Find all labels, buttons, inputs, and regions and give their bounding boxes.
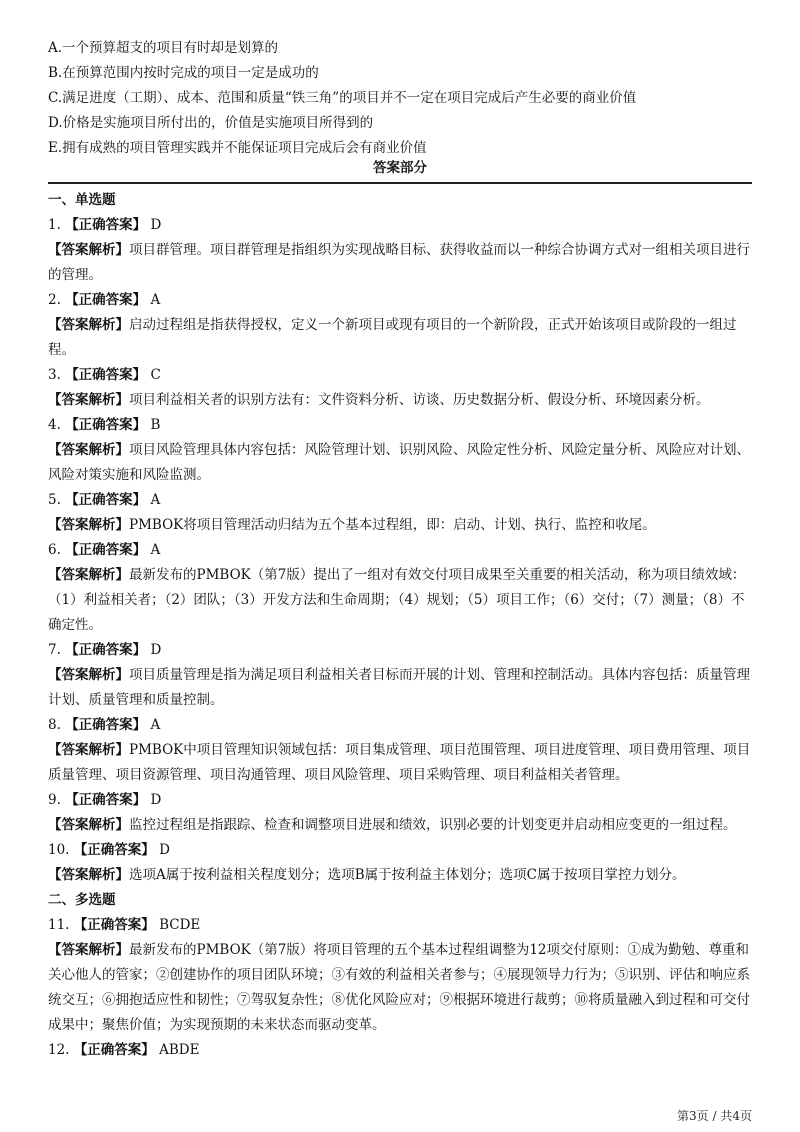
analysis-label: 【答案解析】: [48, 867, 129, 883]
analysis-text: PMBOK将项目管理活动归结为五个基本过程组，即：启动、计划、执行、监控和收尾。: [129, 517, 656, 533]
correct-answer-label: 【正确答案】: [65, 542, 147, 558]
answer-line: [48, 788, 752, 813]
analysis-label: 【答案解析】: [48, 317, 129, 333]
correct-answer-label: 【正确答案】: [73, 917, 155, 933]
correct-answer-label: 【正确答案】: [65, 217, 147, 233]
correct-answer-value: A: [150, 292, 161, 308]
option-c: C.满足进度（工期）、成本、范围和质量“铁三角”的项目并不一定在项目完成后产生必要的商业价值: [48, 90, 637, 106]
answer-line: [48, 288, 752, 313]
answer-analysis: [48, 513, 752, 538]
correct-answer-value: D: [150, 217, 162, 233]
answer-line: [48, 913, 752, 938]
correct-answer-label: 【正确答案】: [65, 492, 147, 508]
analysis-text: 最新发布的PMBOK（第7版）将项目管理的五个基本过程组调整为12项交付原则：①成为勤勉、尊重和关心他人的管家；②创建协作的项目团队环境；③有效的利益相关者参与；④展现领导力行为；⑤识别、评估和响应系统交互；⑥拥抱适应性和韧性；⑦驾驭复杂性；⑧优化风险应对；⑨根据环境进行裁剪；⑩将质量融入到过程和可交付成果中；聚焦价值；为实现预期的未来状态而驱动变革。: [48, 942, 750, 1033]
correct-answer-value: A: [150, 542, 161, 558]
answer-line: [48, 713, 752, 738]
answer-analysis: [48, 438, 752, 488]
answer-analysis: [48, 238, 752, 288]
analysis-text: 最新发布的PMBOK（第7版）提出了一组对有效交付项目成果至关重要的相关活动，称为项目绩效域：（1）利益相关者；（2）团队；（3）开发方法和生命周期；（4）规划；（5）项目工作；（6）交付；（7）测量；（8）不确定性。: [48, 567, 746, 633]
correct-answer-value: A: [150, 492, 161, 508]
correct-answer-value: ABDE: [159, 1042, 200, 1058]
question-number: 12.: [48, 1042, 70, 1058]
page-number: 第3页 / 共4页: [677, 1109, 752, 1123]
analysis-label: 【答案解析】: [48, 392, 129, 408]
analysis-text: 选项A属于按利益相关程度划分；选项B属于按利益主体划分；选项C属于按项目掌控力划分。: [129, 867, 686, 883]
answer-line: [48, 1038, 752, 1063]
analysis-text: 项目质量管理是指为满足项目利益相关者目标而开展的计划、管理和控制活动。具体内容包括：质量管理计划、质量管理和质量控制。: [48, 667, 750, 708]
question-number: 3.: [48, 367, 61, 383]
correct-answer-value: D: [150, 642, 162, 658]
question-number: 2.: [48, 292, 61, 308]
question-number: 7.: [48, 642, 61, 658]
analysis-text: 监控过程组是指跟踪、检查和调整项目进展和绩效，识别必要的计划变更并启动相应变更的一组过程。: [129, 817, 737, 833]
analysis-text: 启动过程组是指获得授权，定义一个新项目或现有项目的一个新阶段，正式开始该项目或阶段的一组过程。: [48, 317, 737, 358]
correct-answer-label: 【正确答案】: [73, 1042, 155, 1058]
correct-answer-value: D: [150, 792, 162, 808]
question-number: 1.: [48, 217, 61, 233]
answer-section-title: 答案部分: [373, 160, 427, 176]
question-number: 9.: [48, 792, 61, 808]
divider: [48, 182, 752, 184]
analysis-text: PMBOK中项目管理知识领域包括：项目集成管理、项目范围管理、项目进度管理、项目费用管理、项目质量管理、项目资源管理、项目沟通管理、项目风险管理、项目采购管理、项目利益相关者管理。: [48, 742, 751, 783]
answer-analysis: [48, 563, 752, 638]
option-e: E.拥有成熟的项目管理实践并不能保证项目完成后会有商业价值: [48, 140, 427, 156]
answer-analysis: [48, 863, 752, 888]
analysis-label: 【答案解析】: [48, 667, 129, 683]
correct-answer-label: 【正确答案】: [65, 292, 147, 308]
correct-answer-label: 【正确答案】: [65, 367, 147, 383]
answer-line: [48, 413, 752, 438]
correct-answer-label: 【正确答案】: [73, 842, 155, 858]
option-d: D.价格是实施项目所付出的，价值是实施项目所得到的: [48, 115, 374, 131]
correct-answer-label: 【正确答案】: [65, 792, 147, 808]
analysis-label: 【答案解析】: [48, 567, 129, 583]
question-number: 6.: [48, 542, 61, 558]
question-number: 11.: [48, 917, 70, 933]
correct-answer-value: BCDE: [159, 917, 201, 933]
multi-choice-answers: [48, 913, 752, 1063]
answer-line: [48, 838, 752, 863]
single-choice-answers: [48, 213, 752, 888]
analysis-label: 【答案解析】: [48, 942, 129, 958]
answer-line: [48, 638, 752, 663]
correct-answer-value: D: [159, 842, 170, 858]
analysis-label: 【答案解析】: [48, 242, 129, 258]
document-page: [48, 36, 752, 1063]
question-number: 10.: [48, 842, 70, 858]
answer-line: [48, 538, 752, 563]
answer-analysis: [48, 813, 752, 838]
question-number: 4.: [48, 417, 61, 433]
correct-answer-value: A: [150, 717, 161, 733]
answer-line: [48, 213, 752, 238]
answer-line: [48, 363, 752, 388]
answer-analysis: [48, 313, 752, 363]
analysis-label: 【答案解析】: [48, 742, 129, 758]
question-number: 5.: [48, 492, 61, 508]
section-single-choice: 一、单选题: [48, 192, 116, 208]
option-a: A.一个预算超支的项目有时却是划算的: [48, 40, 279, 56]
analysis-label: 【答案解析】: [48, 517, 129, 533]
analysis-text: 项目群管理。项目群管理是指组织为实现战略目标、获得收益而以一种综合协调方式对一组相关项目进行的管理。: [48, 242, 750, 283]
correct-answer-label: 【正确答案】: [65, 417, 147, 433]
question-number: 8.: [48, 717, 61, 733]
analysis-label: 【答案解析】: [48, 817, 129, 833]
answer-analysis: [48, 938, 752, 1038]
section-multi-choice: 二、多选题: [48, 892, 116, 908]
answer-line: [48, 488, 752, 513]
correct-answer-label: 【正确答案】: [65, 717, 147, 733]
correct-answer-value: B: [150, 417, 161, 433]
correct-answer-label: 【正确答案】: [65, 642, 147, 658]
analysis-text: 项目利益相关者的识别方法有：文件资料分析、访谈、历史数据分析、假设分析、环境因素分析。: [129, 392, 710, 408]
answer-analysis: [48, 388, 752, 413]
answer-analysis: [48, 663, 752, 713]
option-b: B.在预算范围内按时完成的项目一定是成功的: [48, 65, 319, 81]
answer-analysis: [48, 738, 752, 788]
analysis-text: 项目风险管理具体内容包括：风险管理计划、识别风险、风险定性分析、风险定量分析、风险应对计划、风险对策实施和风险监测。: [48, 442, 750, 483]
correct-answer-value: C: [150, 367, 161, 383]
analysis-label: 【答案解析】: [48, 442, 129, 458]
